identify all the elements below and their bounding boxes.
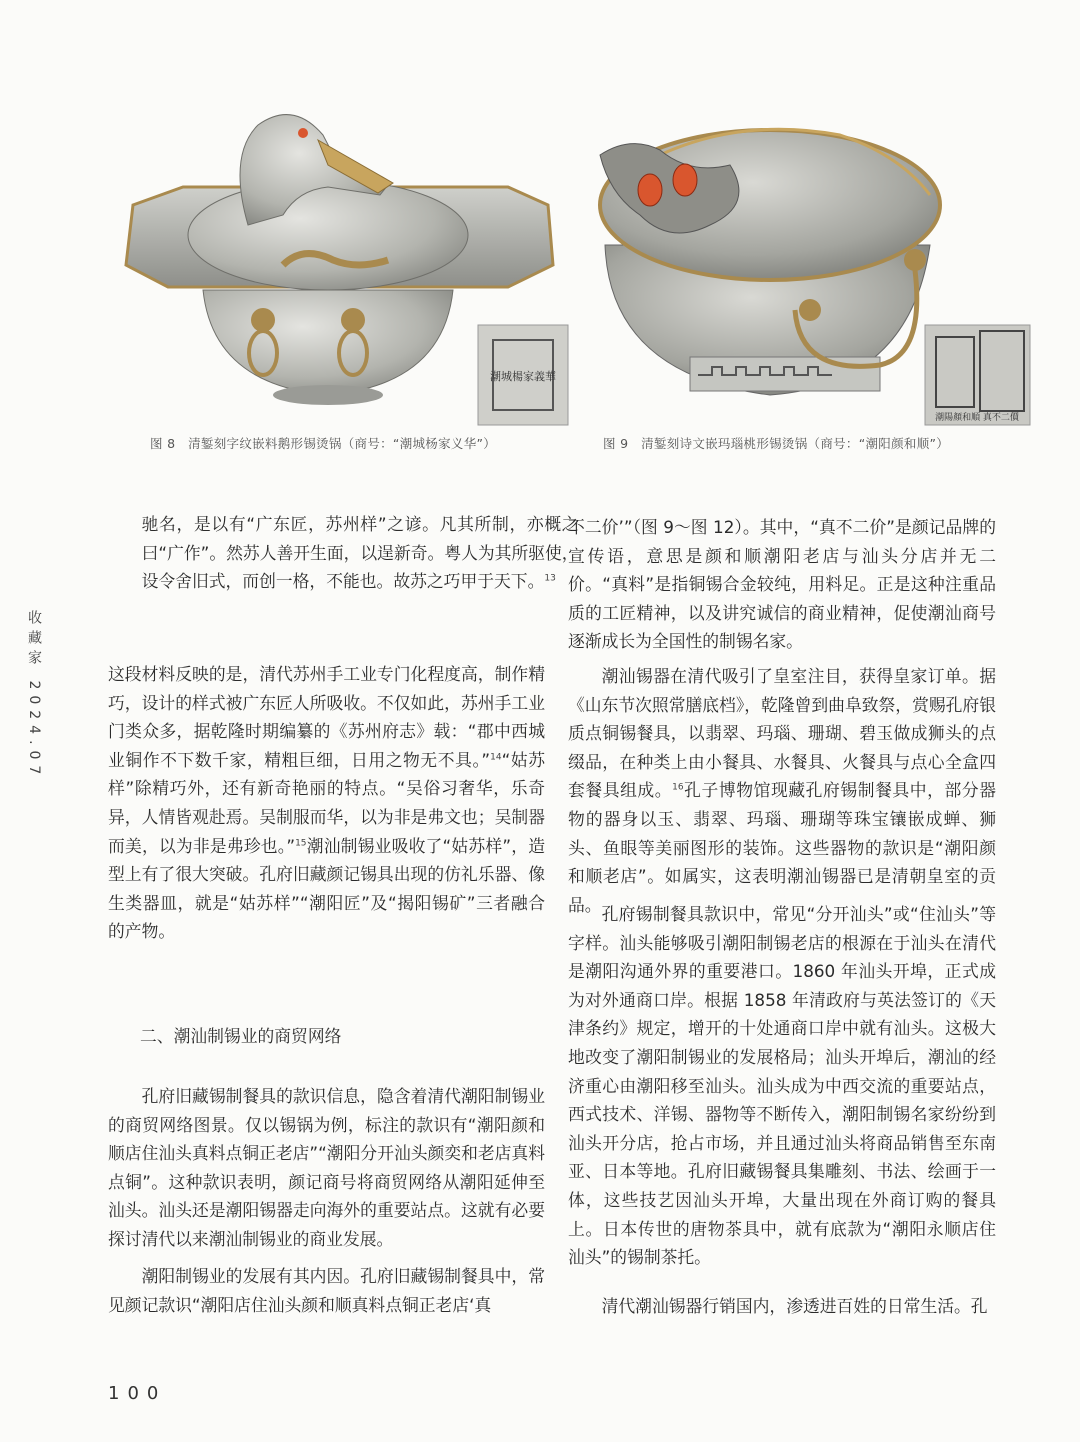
paragraph: 潮阳制锡业的发展有其内因。孔府旧藏锡制餐具中，常见颜记款识“潮阳店住汕头颜和顺真料点铜正老店‘真: [108, 1266, 545, 1315]
journal-sidebar: 收藏家 2024.07: [26, 610, 42, 781]
page-number: 100: [108, 1383, 167, 1404]
footnote-marker: 13: [544, 573, 556, 584]
figure-8-caption: 图 8 清錾刻字纹嵌料鹅形锡烫锅（商号：“潮城杨家义华”）: [150, 436, 497, 451]
paragraph: 孔府锡制餐具款识中，常见“分开汕头”或“住汕头”等字样。汕头能够吸引潮阳制锡老店的根源在于汕头在清代是潮阳沟通外界的重要港口。1860 年汕头开埠，正式成为对外通商口岸。根据 1858 年清政府与英法签订的《天津条约》规定，增开的十处通商口岸中就有汕头。这极大地改变了潮阳制锡业的发展格局；汕头开埠后，潮汕的经济重心由潮阳移至汕头。汕头成为中西交流的重要站点，西式技术、洋锡、器物等不断传入，潮阳制锡名家纷纷到汕头开分店，抢占市场，并且通过汕头将商品销售至东南亚、日本等地。孔府旧藏锡餐具集雕刻、书法、绘画于一体，这些技艺因汕头开埠，大量出现在外商订购的餐具上。日本传世的唐物茶具中，就有底款为“潮阳永顺店住汕头”的锡制茶托。: [568, 904, 996, 1268]
footnote-marker: 16: [672, 782, 684, 793]
peach-warmer-image: [580, 95, 1040, 430]
paragraph: 孔府旧藏锡制餐具的款识信息，隐含着清代潮阳制锡业的商贸网络图景。仅以锡锅为例，标注的款识有“潮阳颜和顺店住汕头真料点铜正老店”“潮阳分开汕头颜奕和老店真料点铜”。这种款识表明，颜记商号将商贸网络从潮阳延伸至汕头。汕头还是潮阳锡器走向海外的重要站点。这就有必要探讨清代以来潮汕制锡业的商业发展。: [108, 1086, 545, 1249]
paragraph: 不二价’”（图 9～图 12）。其中，“真不二价”是颜记品牌的宣传语，意思是颜和顺潮阳老店与汕头分店并无二价。“真料”是指铜锡合金较纯，用料足。正是这种注重品质的工匠精神，以及讲究诚信的商业精神，促使潮汕商号逐渐成长为全国性的制锡名家。: [568, 517, 996, 652]
goose-warmer-image: [108, 95, 578, 430]
paragraph: 清代潮汕锡器行销国内，渗透进百姓的日常生活。孔: [601, 1296, 988, 1316]
footnote-marker: 15: [295, 837, 307, 848]
quote-paragraph: 驰名，是以有“广东匠，苏州样”之谚。凡其所制，亦概之曰“广作”。然苏人善开生面，以逞新奇。粤人为其所驱使，设令舍旧式，而创一格，不能也。故苏之巧甲于天下。$^{13}$: [141, 514, 579, 592]
footnote-marker: 14: [490, 752, 502, 763]
section-heading: 二、潮汕制锡业的商贸网络: [140, 1026, 342, 1046]
paragraph: 这段材料反映的是，清代苏州手工业专门化程度高，制作精巧，设计的样式被广东匠人所吸收。不仅如此，苏州手工业门类众多，据乾隆时期编纂的《苏州府志》载：“郡中西城业铜作不下数千家，精粗巨细，日用之物无不具。”$^{14}$“姑苏样”除精巧外，还有新奇艳丽的特点。“吴俗习奢华，乐奇异，人情皆观赴焉。吴制服而华，以为非是弗文也；吴制器而美，以为非是弗珍也。”$^{15}$潮汕制锡业吸收了“姑苏样”，造型上有了很大突破。孔府旧藏颜记锡具出现的仿礼乐器、像生类器皿，就是“姑苏样”“潮阳匠”及“揭阳锡矿”三者融合的产物。: [108, 664, 545, 942]
figure-9-caption: 图 9 清錾刻诗文嵌玛瑙桃形锡烫锅（商号：“潮阳颜和顺”）: [603, 436, 950, 451]
figure-8-goose-warmer: [108, 95, 578, 430]
figure-9-peach-warmer: [580, 95, 1040, 430]
figure-9-seal-text: 潮陽顏和順 真不二價: [935, 413, 1019, 423]
figure-8-seal-text: 潮城楊家義華: [490, 370, 556, 383]
paragraph: 潮汕锡器在清代吸引了皇室注目，获得皇家订单。据《山东节次照常膳底档》，乾隆曾到曲阜致祭，赏赐孔府银质点铜锡餐具，以翡翠、玛瑙、珊瑚、碧玉做成狮头的点缀品，在种类上由小餐具、水餐具、火餐具与点心全盒四套餐具组成。$^{16}$孔子博物馆现藏孔府锡制餐具中，部分器物的器身以玉、翡翠、玛瑙、珊瑚等珠宝镶嵌成蝉、狮头、鱼眼等美丽图形的装饰。这些器物的款识是“潮阳颜和顺老店”。如属实，这表明潮汕锡器已是清朝皇室的贡品。: [568, 666, 996, 915]
